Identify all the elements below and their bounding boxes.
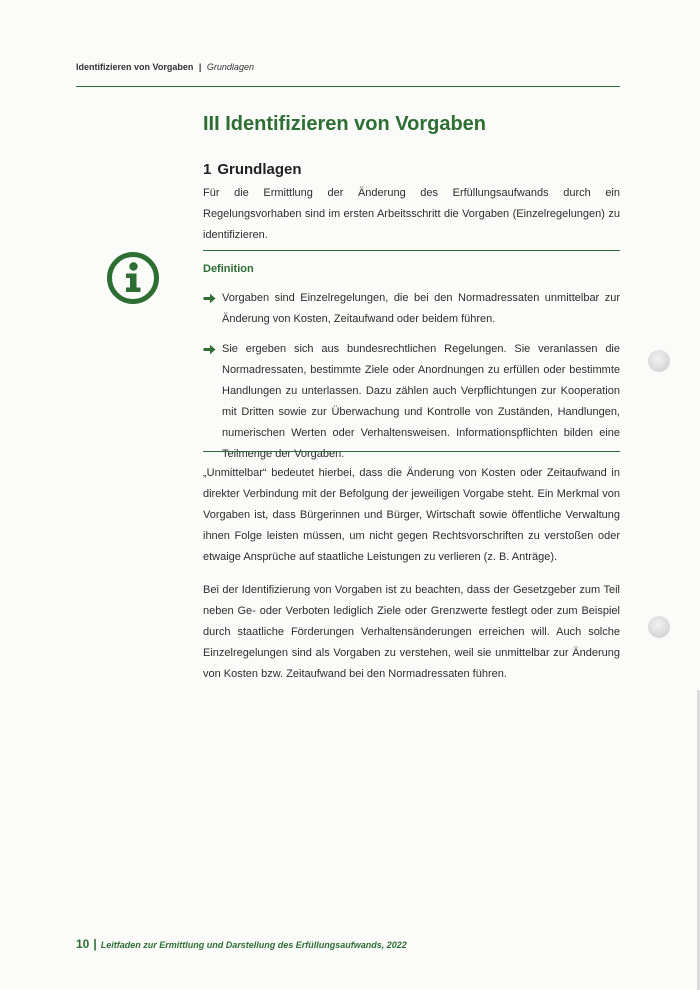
running-header-section: Identifizieren von Vorgaben bbox=[76, 62, 194, 72]
intro-paragraph: Für die Ermittlung der Änderung des Erfüllungsaufwands durch ein Regelungsvorhaben sind im ersten Arbeitsschritt die Vorgaben (Einzelregelungen) zu identifizieren. bbox=[203, 187, 620, 241]
definition-item-text: Sie ergeben sich aus bundesrechtlichen Regelungen. Sie veranlassen die Normadressaten, bestimmte Ziele oder Anordnungen zu erfüllen oder bestimmte Handlungen zu unterlassen. Dazu zählen auch Verpflichtungen zur Kooperation mit Dritten sowie zur Überwachung und Kontrolle von Zuständen, Handlungen, numerischen Werten oder Verhaltensweisen. Informationspflichten bilden eine Teilmenge der Vorgaben. bbox=[222, 343, 620, 460]
page-footer bbox=[76, 935, 407, 953]
running-header bbox=[76, 62, 254, 72]
definition-box-bottom-rule bbox=[203, 451, 620, 452]
punch-hole bbox=[648, 616, 670, 638]
header-divider bbox=[76, 86, 620, 87]
definition-list-item bbox=[203, 339, 620, 465]
running-header-subsection: Grundlagen bbox=[206, 62, 254, 72]
definition-list bbox=[203, 288, 620, 465]
page-number: 10 bbox=[76, 937, 90, 951]
punch-hole bbox=[648, 350, 670, 372]
body-paragraph: Bei der Identifizierung von Vorgaben ist zu beachten, dass der Gesetzgeber zum Teil neben Ge- oder Verboten lediglich Ziele oder Grenzwerte festlegt oder zum Beispiel durch staatliche Förderungen Verhaltensänderungen erreichen will. Auch solche Einzelregelungen sind als Vorgaben zu verstehen, weil sie unmittelbar zur Änderung von Kosten bzw. Zeitaufwand bei den Normadressaten führen. bbox=[203, 584, 620, 680]
arrow-right-icon bbox=[203, 344, 216, 355]
footer-separator: | bbox=[93, 937, 97, 951]
section-title-text: Grundlagen bbox=[217, 161, 302, 178]
section-number: 1 bbox=[203, 161, 212, 178]
footer-document-title: Leitfaden zur Ermittlung und Darstellung des Erfüllungsaufwands, 2022 bbox=[100, 940, 407, 950]
definition-item-text: Vorgaben sind Einzelregelungen, die bei den Normadressaten unmittelbar zur Änderung von Kosten, Zeitaufwand oder beidem führen. bbox=[222, 292, 620, 325]
definition-list-item bbox=[203, 288, 620, 330]
section-title bbox=[203, 161, 302, 178]
body-paragraph: „Unmittelbar“ bedeutet hierbei, dass die Änderung von Kosten oder Zeitaufwand in direkter Verbindung mit der Befolgung der jeweiligen Vorgabe steht. Ein Merkmal von Vorgaben ist, dass Bürgerinnen und Bürger, Wirtschaft sowie öffentliche Verwaltung ihnen Folge leisten müssen, um nicht gegen Rechtsvorschriften zu verstoßen oder etwaige Ansprüche auf staatliche Leistungen zu verlieren (z. B. Anträge). bbox=[203, 467, 620, 563]
definition-heading: Definition bbox=[203, 263, 254, 275]
arrow-right-icon bbox=[203, 293, 216, 304]
definition-box-top-rule bbox=[203, 250, 620, 251]
chapter-title: III Identifizieren von Vorgaben bbox=[203, 113, 486, 135]
info-circle-icon bbox=[106, 251, 160, 305]
running-header-separator: | bbox=[198, 62, 202, 72]
